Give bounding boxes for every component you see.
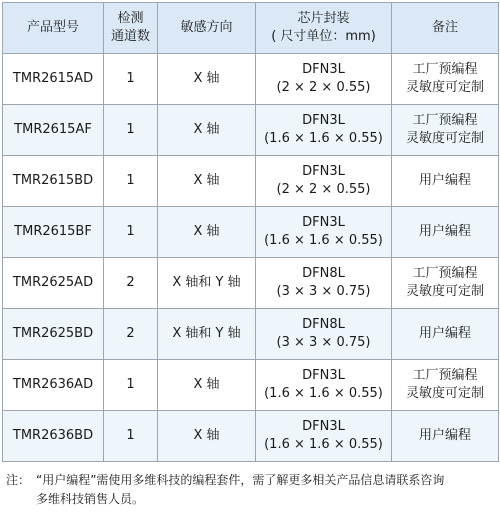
- cell-channels-text: 1: [126, 224, 135, 239]
- cell-model: [3, 156, 104, 207]
- footnote-text-line2: 多维科技销售人员。: [36, 492, 145, 506]
- cell-remark: [392, 54, 499, 105]
- cell-direction: [158, 54, 256, 105]
- header-line: 备注: [431, 20, 458, 35]
- cell-model: [3, 258, 104, 309]
- cell-channels: [104, 207, 158, 258]
- cell-package-text: DFN8L: [302, 266, 345, 281]
- cell-channels: [104, 156, 158, 207]
- cell-remark-text: 用户编程: [418, 428, 471, 443]
- cell-remark-text: 灵敏度可定制: [405, 131, 484, 146]
- table-header-row: [3, 3, 499, 54]
- cell-direction-text: X 轴: [193, 377, 220, 392]
- cell-package-text: DFN3L: [302, 368, 345, 383]
- cell-package: [256, 105, 392, 156]
- header-direction: [158, 3, 256, 54]
- cell-channels-text: 2: [126, 326, 135, 341]
- cell-direction-text: X 轴: [193, 428, 220, 443]
- cell-package-text: DFN3L: [302, 419, 345, 434]
- header-line: 产品型号: [26, 20, 79, 35]
- cell-direction: [158, 309, 256, 360]
- footnote-first-line: [6, 473, 444, 487]
- cell-model: [3, 360, 104, 411]
- cell-model: [3, 309, 104, 360]
- cell-model-text: TMR2636BD: [12, 428, 94, 443]
- cell-package-text: (3 × 3 × 0.75): [276, 284, 371, 299]
- cell-remark-text: 工厂预编程: [412, 113, 478, 128]
- footnote: [6, 471, 496, 509]
- cell-channels: [104, 411, 158, 462]
- cell-package-text: DFN3L: [302, 215, 345, 230]
- cell-model: [3, 54, 104, 105]
- header-remark: [392, 3, 499, 54]
- cell-remark-text: 工厂预编程: [412, 368, 478, 383]
- cell-package: [256, 258, 392, 309]
- cell-package: [256, 54, 392, 105]
- cell-direction-text: X 轴: [193, 71, 220, 86]
- cell-channels-text: 1: [126, 377, 135, 392]
- cell-channels: [104, 105, 158, 156]
- cell-channels: [104, 309, 158, 360]
- table-body: [3, 54, 499, 462]
- cell-remark-text: 用户编程: [418, 326, 471, 341]
- cell-remark: [392, 207, 499, 258]
- cell-remark: [392, 309, 499, 360]
- cell-remark: [392, 105, 499, 156]
- header-model: [3, 3, 104, 54]
- product-table: [2, 2, 499, 462]
- cell-model-text: TMR2615BF: [14, 224, 92, 239]
- header-line: 敏感方向: [180, 20, 233, 35]
- cell-model-text: TMR2615AF: [14, 122, 92, 137]
- cell-channels-text: 1: [126, 71, 135, 86]
- cell-package-text: DFN3L: [302, 62, 345, 77]
- cell-direction-text: X 轴: [193, 122, 220, 137]
- cell-remark: [392, 411, 499, 462]
- cell-package-text: (2 × 2 × 0.55): [276, 80, 371, 95]
- header-channels: [104, 3, 158, 54]
- cell-direction-text: X 轴和 Y 轴: [172, 275, 241, 290]
- cell-package-text: (2 × 2 × 0.55): [276, 182, 371, 197]
- cell-model: [3, 411, 104, 462]
- table-row: [3, 156, 499, 207]
- cell-direction-text: X 轴: [193, 173, 220, 188]
- cell-channels: [104, 258, 158, 309]
- product-table-container: [2, 2, 498, 462]
- cell-remark-text: 灵敏度可定制: [405, 284, 484, 299]
- table-row: [3, 207, 499, 258]
- cell-direction: [158, 156, 256, 207]
- cell-direction: [158, 411, 256, 462]
- cell-package-text: (1.6 × 1.6 × 0.55): [264, 131, 383, 146]
- table-row: [3, 360, 499, 411]
- footnote-prefix: 注：: [6, 473, 31, 487]
- cell-channels-text: 2: [126, 275, 135, 290]
- footnote-text-line1: “用户编程”需使用多维科技的编程套件，需了解更多相关产品信息请联系咨询: [36, 473, 445, 487]
- cell-remark-text: 工厂预编程: [412, 266, 478, 281]
- cell-remark-text: 灵敏度可定制: [405, 80, 484, 95]
- cell-package: [256, 207, 392, 258]
- header-line: 检测: [117, 11, 144, 26]
- cell-model-text: TMR2636AD: [12, 377, 94, 392]
- cell-direction: [158, 207, 256, 258]
- table-row: [3, 309, 499, 360]
- cell-model-text: TMR2625BD: [12, 326, 94, 341]
- cell-package: [256, 309, 392, 360]
- table-row: [3, 411, 499, 462]
- cell-direction: [158, 105, 256, 156]
- cell-package-text: DFN3L: [302, 164, 345, 179]
- cell-package-text: DFN8L: [302, 317, 345, 332]
- cell-remark-text: 灵敏度可定制: [405, 386, 484, 401]
- cell-model: [3, 105, 104, 156]
- cell-remark: [392, 258, 499, 309]
- header-line: ( 尺寸单位：mm): [271, 29, 376, 44]
- cell-package-text: (1.6 × 1.6 × 0.55): [264, 233, 383, 248]
- cell-remark-text: 用户编程: [418, 224, 471, 239]
- header-line: 通道数: [110, 29, 150, 44]
- cell-package: [256, 156, 392, 207]
- cell-model: [3, 207, 104, 258]
- cell-remark: [392, 156, 499, 207]
- cell-package-text: (1.6 × 1.6 × 0.55): [264, 386, 383, 401]
- cell-direction: [158, 258, 256, 309]
- cell-remark-text: 用户编程: [418, 173, 471, 188]
- cell-package: [256, 411, 392, 462]
- cell-package: [256, 360, 392, 411]
- cell-direction: [158, 360, 256, 411]
- cell-remark-text: 工厂预编程: [412, 62, 478, 77]
- table-row: [3, 258, 499, 309]
- cell-channels: [104, 360, 158, 411]
- cell-channels-text: 1: [126, 428, 135, 443]
- table-row: [3, 105, 499, 156]
- cell-remark: [392, 360, 499, 411]
- cell-package-text: (1.6 × 1.6 × 0.55): [264, 437, 383, 452]
- cell-direction-text: X 轴和 Y 轴: [172, 326, 241, 341]
- cell-model-text: TMR2615BD: [12, 173, 94, 188]
- header-line: 芯片封装: [297, 11, 350, 26]
- cell-model-text: TMR2615AD: [12, 71, 94, 86]
- cell-channels: [104, 54, 158, 105]
- cell-model-text: TMR2625AD: [12, 275, 94, 290]
- header-package: [256, 3, 392, 54]
- cell-direction-text: X 轴: [193, 224, 220, 239]
- cell-channels-text: 1: [126, 173, 135, 188]
- table-row: [3, 54, 499, 105]
- cell-package-text: DFN3L: [302, 113, 345, 128]
- cell-channels-text: 1: [126, 122, 135, 137]
- cell-package-text: (3 × 3 × 0.75): [276, 335, 371, 350]
